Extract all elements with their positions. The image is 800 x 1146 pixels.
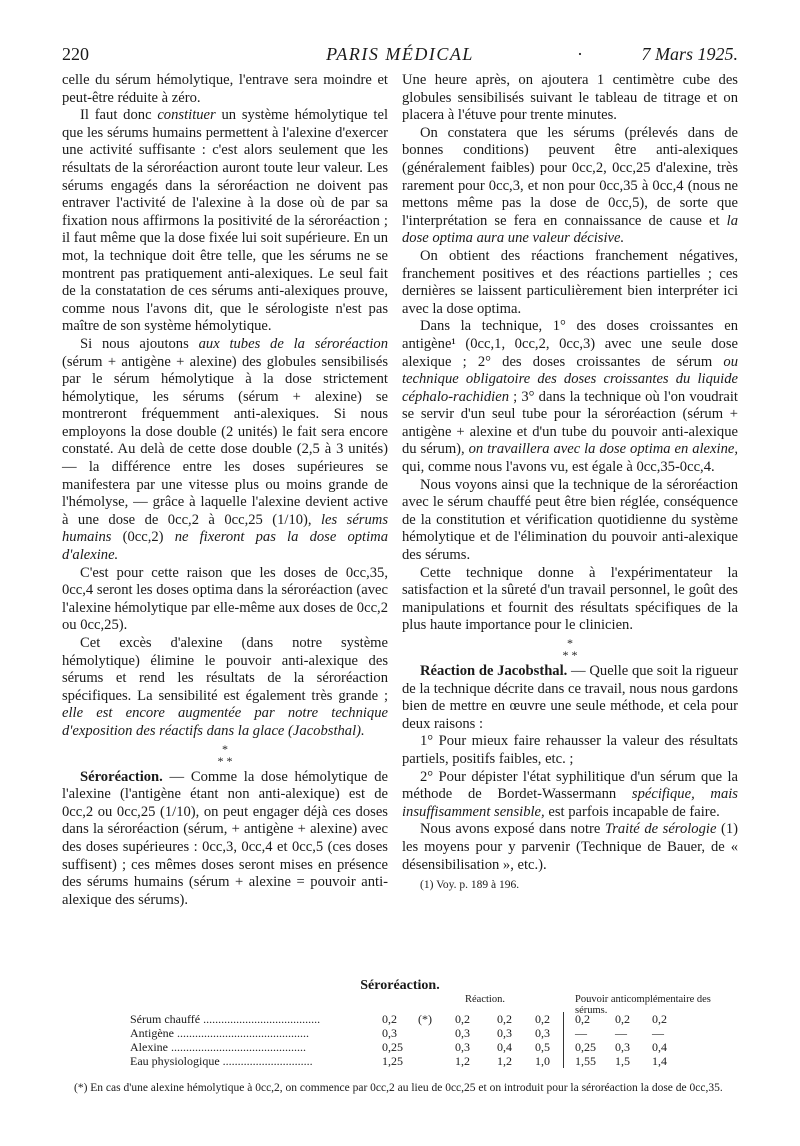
cell: 1,55 bbox=[575, 1054, 596, 1068]
cell: 0,3 bbox=[615, 1040, 630, 1054]
section-separator: * * * bbox=[217, 741, 233, 768]
cell: 0,2 bbox=[535, 1012, 550, 1026]
paragraph: Dans la technique, 1° des doses croissantes en antigène¹ (0cc,1, 0cc,2, 0cc,3) avec une seule dose alexique ; 2° des doses croissantes de sérum ou technique obligatoire des doses croissantes du liquide céphalo-rachidien ; 3° dans la technique où l'on voudrait se servir d'un seul tube pour la séroréaction (sérum + antigène + alexine et d'un tube du pouvoir anti-alexique du sérum), on travaillera avec la dose optima en alexine, qui, comme nous l'avons vu, est égale à 0cc,35-0cc,4. bbox=[402, 318, 738, 476]
cell: — bbox=[652, 1026, 664, 1040]
paragraph: Il faut donc constituer un système hémolytique tel que les sérums humains permettent à l'alexine d'exercer une activité suffisante : c'est alors seulement que les résultats de la séroréaction auront toute leur valeur. Les sérums engagés dans la séroréaction ne doivent pas entraver l'activité de l'alexine à la dose où de par sa fixation nous affirmons la positivité de la séroréaction ; il faut même que la dose fixée lui soit supérieure. En un mot, la technique doit être telle, que les sérums ne se montrent pas pratiquement anti-alexiques. Le seul fait de la constatation de ces sérums anti-alexiques prouve, comme nous l'avons dit, que le sérologiste n'est pas maître de son système hémolytique. bbox=[62, 107, 388, 335]
paragraph: Si nous ajoutons aux tubes de la séroréaction (sérum + antigène + alexine) des globules sensibilisés par le sérum hémolytique à la dose strictement hémolytique, les sérums (sérum + alexine) se montreront fréquemment anti-alexiques. Si nous employons la dose double (2 unités) le fait sera encore constaté. Au delà de cette dose double (2,5 à 3 unités) — la différence entre les doses supérieures se manifestera par une vitesse plus ou moins grande de l'hémolyse, — grâce à laquelle l'alexine devient active à une dose de 0cc,2 à 0cc,25 (1/10), les sérums humains (0cc,2) ne fixeront pas la dose optima d'alexine. bbox=[62, 335, 389, 564]
cell: 0,2 bbox=[575, 1012, 590, 1026]
paragraph: C'est pour cette raison que les doses de 0cc,35, 0cc,4 seront les doses optima dans la séroréaction (avec l'alexine hémolytique par elle-même aux doses de 0cc,2 ou 0cc,25). bbox=[62, 564, 389, 634]
cell: 1,5 bbox=[615, 1054, 630, 1068]
row-label: Sérum chauffé ....................................... bbox=[130, 1012, 321, 1026]
cell: 0,5 bbox=[535, 1040, 550, 1054]
cell: 0,2 bbox=[497, 1012, 512, 1026]
table-row bbox=[130, 1012, 740, 1026]
cell: 0,3 bbox=[535, 1026, 550, 1040]
cell: 1,2 bbox=[455, 1054, 470, 1068]
table-footnote: (*) En cas d'une alexine hémolytique à 0cc,2, on commence par 0cc,2 au lieu de 0cc,25 et on introduit pour la séroréaction la dose de 0cc,35. bbox=[74, 1082, 723, 1094]
cell: — bbox=[575, 1026, 587, 1040]
page-number: 220 bbox=[62, 44, 89, 64]
table-title: Séroréaction. bbox=[360, 978, 440, 993]
issue-date: 7 Mars 1925. bbox=[641, 44, 738, 64]
table-header-pouvoir: Pouvoir anticomplémentaire des sérums. bbox=[575, 994, 711, 1016]
cell: 0,25 bbox=[382, 1040, 403, 1054]
paragraph: Nous voyons ainsi que la technique de la séroréaction avec le sérum chauffé peut être bien réglée, conséquence de la constitution et vérification quotidienne du système hémolytique et de l'élimination du pouvoir anti-alexique des sérums. bbox=[402, 476, 738, 564]
paragraph: Séroréaction. — Comme la dose hémolytique de l'alexine (l'antigène étant non anti-alexique) est de 0cc,2 ou 0cc,25 (1/10), on peut engager déjà ces doses dans la séroréaction (sérum, + antigène + alexine) avec des doses supérieures : 0cc,3, 0cc,4 et 0cc,5 (ces doses suffisent) ; ces mêmes doses seront mises en présence des sérums humains (sérum + alexine = pouvoir anti-alexique des sérums). bbox=[62, 768, 388, 908]
cell: 1,0 bbox=[535, 1054, 550, 1068]
cell: 1,4 bbox=[652, 1054, 667, 1068]
cell: 0,3 bbox=[382, 1026, 397, 1040]
cell: 0,25 bbox=[575, 1040, 596, 1054]
left-column bbox=[62, 72, 388, 909]
row-label: Eau physiologique .............................. bbox=[130, 1054, 313, 1068]
paragraph: Réaction de Jacobsthal. — Quelle que soit la rigueur de la technique décrite dans ce travail, nous nous gardons bien de mettre en œuvre une seule méthode, et cela pour deux raisons : bbox=[402, 663, 738, 732]
table-row bbox=[130, 1026, 740, 1040]
section-heading: Réaction de Jacobsthal. bbox=[420, 663, 568, 679]
paragraph: celle du sérum hémolytique, l'entrave sera moindre et peut-être réduite à zéro. bbox=[62, 72, 388, 106]
table-header-reaction: Réaction. bbox=[465, 994, 505, 1005]
paragraph: On constatera que les sérums (prélevés dans de bonnes conditions) peuvent être anti-alexiques (généralement faibles) pour 0cc,2, 0cc,25 d'alexine, très rarement pour 0cc,3, et non pour 0cc,35 à 0cc,4 (nous ne mettons même pas la dose de 0cc,5), de sorte que l'interprétation se fera en connaissance de cause et la dose optima aura une valeur décisive. bbox=[402, 124, 738, 247]
row-label: Alexine ............................................. bbox=[130, 1040, 306, 1054]
paragraph: On obtient des réactions franchement négatives, franchement positives et des réactions partielles ; ces dernières se laissent particulièrement bien interpréter ici avec la dose optima. bbox=[402, 247, 738, 317]
paragraph: Cette technique donne à l'expérimentateur la satisfaction et la sûreté d'un travail personnel, le goût des manipulations et fournit des résultats spécifiques de la plus haute importance pour le clinicien. bbox=[402, 564, 738, 634]
paragraph: 2° Pour dépister l'état syphilitique d'un sérum que la méthode de Bordet-Wassermann spécifique, mais insuffisamment sensible, est parfois incapable de faire. bbox=[402, 768, 738, 820]
section-separator: * * * bbox=[562, 636, 578, 662]
paragraph: 1° Pour mieux faire rehausser la valeur des résultats partiels, positifs faibles, etc. ; bbox=[402, 733, 738, 767]
cell-mark: (*) bbox=[418, 1012, 432, 1026]
cell: 0,4 bbox=[652, 1040, 667, 1054]
cell: 0,2 bbox=[382, 1012, 397, 1026]
table-row bbox=[130, 1040, 740, 1054]
right-column bbox=[402, 72, 738, 892]
cell: 0,4 bbox=[497, 1040, 512, 1054]
footnote: (1) Voy. p. 189 à 196. bbox=[420, 879, 520, 892]
cell: 1,2 bbox=[497, 1054, 512, 1068]
cell: 0,3 bbox=[497, 1026, 512, 1040]
paragraph: Cet excès d'alexine (dans notre système hémolytique) élimine le pouvoir anti-alexique des sérums et rend les résultats de la séroréaction spécifiques. La sensibilité est également très grande ; elle est encore augmentée par notre technique d'exposition des réactifs dans la glace (Jacobsthal). bbox=[62, 635, 388, 739]
row-label: Antigène ............................................ bbox=[130, 1026, 309, 1040]
paragraph: Une heure après, on ajoutera 1 centimètre cube des globules sensibilisés suivant le tableau de titrage et on placera à l'étuve pour trente minutes. bbox=[402, 72, 738, 124]
cell: 0,2 bbox=[652, 1012, 667, 1026]
cell: 1,25 bbox=[382, 1054, 403, 1068]
section-heading: Séroréaction. bbox=[80, 768, 163, 785]
journal-title: PARIS MÉDICAL bbox=[326, 44, 474, 64]
page-header bbox=[62, 44, 738, 72]
cell: — bbox=[615, 1026, 627, 1040]
cell: 0,2 bbox=[615, 1012, 630, 1026]
paragraph: Nous avons exposé dans notre Traité de sérologie (1) les moyens pour y parvenir (Technique de Bauer, de « désensibilisation », etc.). bbox=[402, 821, 738, 873]
cell: 0,3 bbox=[455, 1040, 470, 1054]
header-separator: · bbox=[577, 44, 583, 64]
cell: 0,3 bbox=[455, 1026, 470, 1040]
table-row bbox=[130, 1054, 740, 1068]
cell: 0,2 bbox=[455, 1012, 470, 1026]
